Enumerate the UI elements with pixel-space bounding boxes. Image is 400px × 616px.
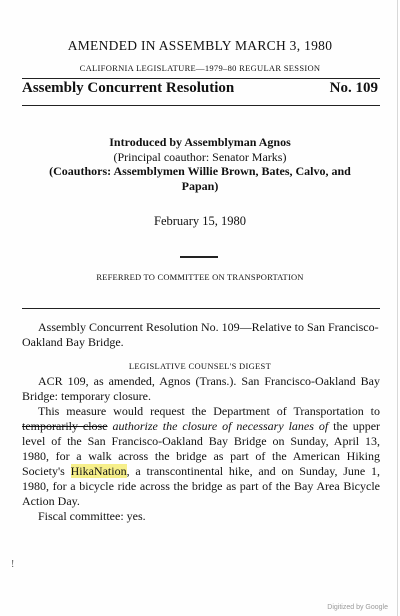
measure-text-1: This measure would request the Department of Transportation to — [38, 404, 380, 418]
inserted-text: authorize the closure of necessary lanes of — [112, 419, 329, 433]
fiscal-committee: Fiscal committee: yes. — [38, 509, 146, 523]
resolution-title: Assembly Concurrent Resolution — [22, 80, 235, 96]
measure-text-3: , a transcontinental hike, and on Sunday, June 1, 1980, for a bicycle ride across the bridge as part of the Bay Area Bicycle Action Day. — [22, 464, 381, 508]
introduction-date: February 15, 1980 — [154, 214, 246, 228]
digest-summary: ACR 109, as amended, Agnos (Trans.). San Francisco-Oakland Bay Bridge: temporary closure. — [22, 374, 380, 403]
highlighted-term: HikaNation — [70, 464, 127, 478]
measure-text-2: the upper level of the San Francisco-Oakland Bay Bridge on Sunday, April 13, 1980, for a walk across the bridge as part of the American Hiking Society's — [22, 419, 381, 478]
struck-text: temporarily close — [22, 419, 108, 433]
header-rule-top — [22, 78, 380, 79]
short-divider — [180, 256, 218, 258]
legislature-session: CALIFORNIA LEGISLATURE—1979–80 REGULAR SESSION — [79, 63, 321, 73]
referred-to-committee: REFERRED TO COMMITTEE ON TRANSPORTATION — [96, 272, 304, 282]
margin-mark: ! — [11, 559, 15, 570]
section-rule — [22, 308, 380, 309]
header-rule-bottom — [22, 105, 380, 106]
digest-measure — [22, 404, 380, 509]
principal-coauthor: (Principal coauthor: Senator Marks) — [113, 150, 287, 164]
digitized-watermark: Digitized by Google — [327, 604, 388, 611]
coauthors: (Coauthors: Assemblymen Willie Brown, Bates, Calvo, and Papan) — [49, 164, 351, 193]
amended-line: AMENDED IN ASSEMBLY MARCH 3, 1980 — [67, 38, 333, 53]
digest-body — [22, 374, 380, 524]
resolution-number: No. 109 — [329, 80, 378, 96]
page-edge — [397, 0, 398, 616]
introduced-by: Introduced by Assemblyman Agnos — [109, 135, 291, 149]
resolution-subject: Assembly Concurrent Resolution No. 109—Relative to San Francisco-Oakland Bay Bridge. — [22, 320, 379, 349]
digest-heading: LEGISLATIVE COUNSEL'S DIGEST — [128, 361, 272, 371]
